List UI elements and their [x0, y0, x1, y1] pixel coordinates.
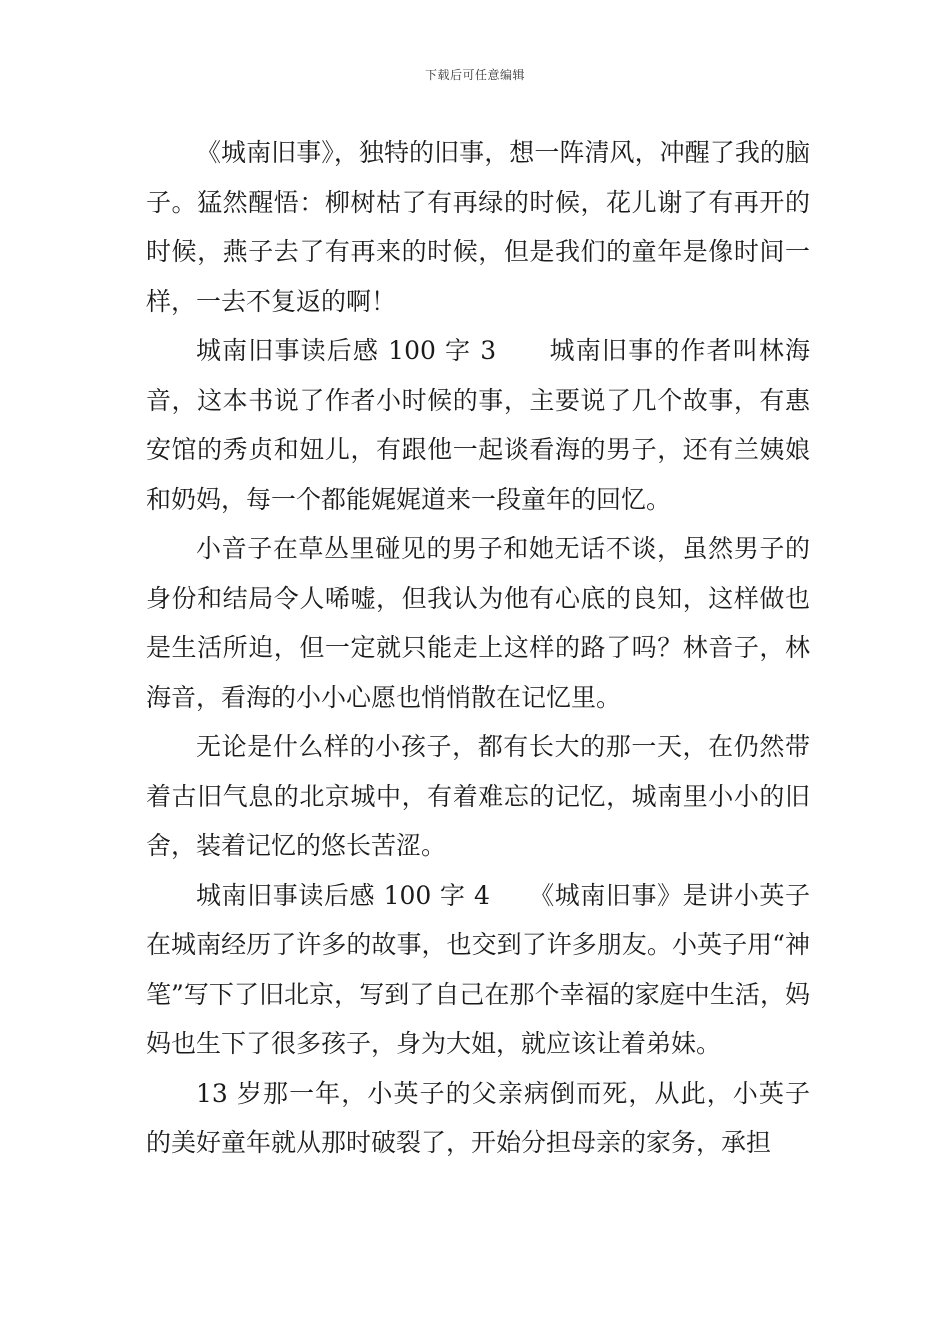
- paragraph: 13 岁那一年，小英子的父亲病倒而死，从此，小英子的美好童年就从那时破裂了，开始分担母亲的家务，承担: [146, 1078, 810, 1157]
- paragraph: 城南旧事读后感 100 字 3 城南旧事的作者叫林海音，这本书说了作者小时候的事，主要说了几个故事，有惠安馆的秀贞和妞儿，有跟他一起谈看海的男子，还有兰姨娘和奶妈，每一个都能娓娓道来一段童年的回忆。: [146, 336, 810, 514]
- paragraph: 无论是什么样的小孩子，都有长大的那一天，在仍然带着古旧气息的北京城中，有着难忘的记忆，城南里小小的旧舍，装着记忆的悠长苦涩。: [146, 732, 810, 860]
- paragraph: 城南旧事读后感 100 字 4 《城南旧事》是讲小英子在城南经历了许多的故事，也交到了许多朋友。小英子用“神笔”写下了旧北京，写到了自己在那个幸福的家庭中生活，妈妈也生下了很多孩子，身为大姐，就应该让着弟妹。: [146, 880, 810, 1058]
- paragraph: 《城南旧事》，独特的旧事，想一阵清风，冲醒了我的脑子。猛然醒悟：柳树枯了有再绿的时候，花儿谢了有再开的时候，燕子去了有再来的时候，但是我们的童年是像时间一样，一去不复返的啊！: [146, 138, 810, 316]
- document-body: [146, 128, 810, 1168]
- page-header: 下载后可任意编辑: [424, 68, 525, 82]
- paragraph: 小音子在草丛里碰见的男子和她无话不谈，虽然男子的身份和结局令人唏嘘，但我认为他有心底的良知，这样做也是生活所迫，但一定就只能走上这样的路了吗？林音子，林海音，看海的小小心愿也悄悄散在记忆里。: [146, 534, 810, 712]
